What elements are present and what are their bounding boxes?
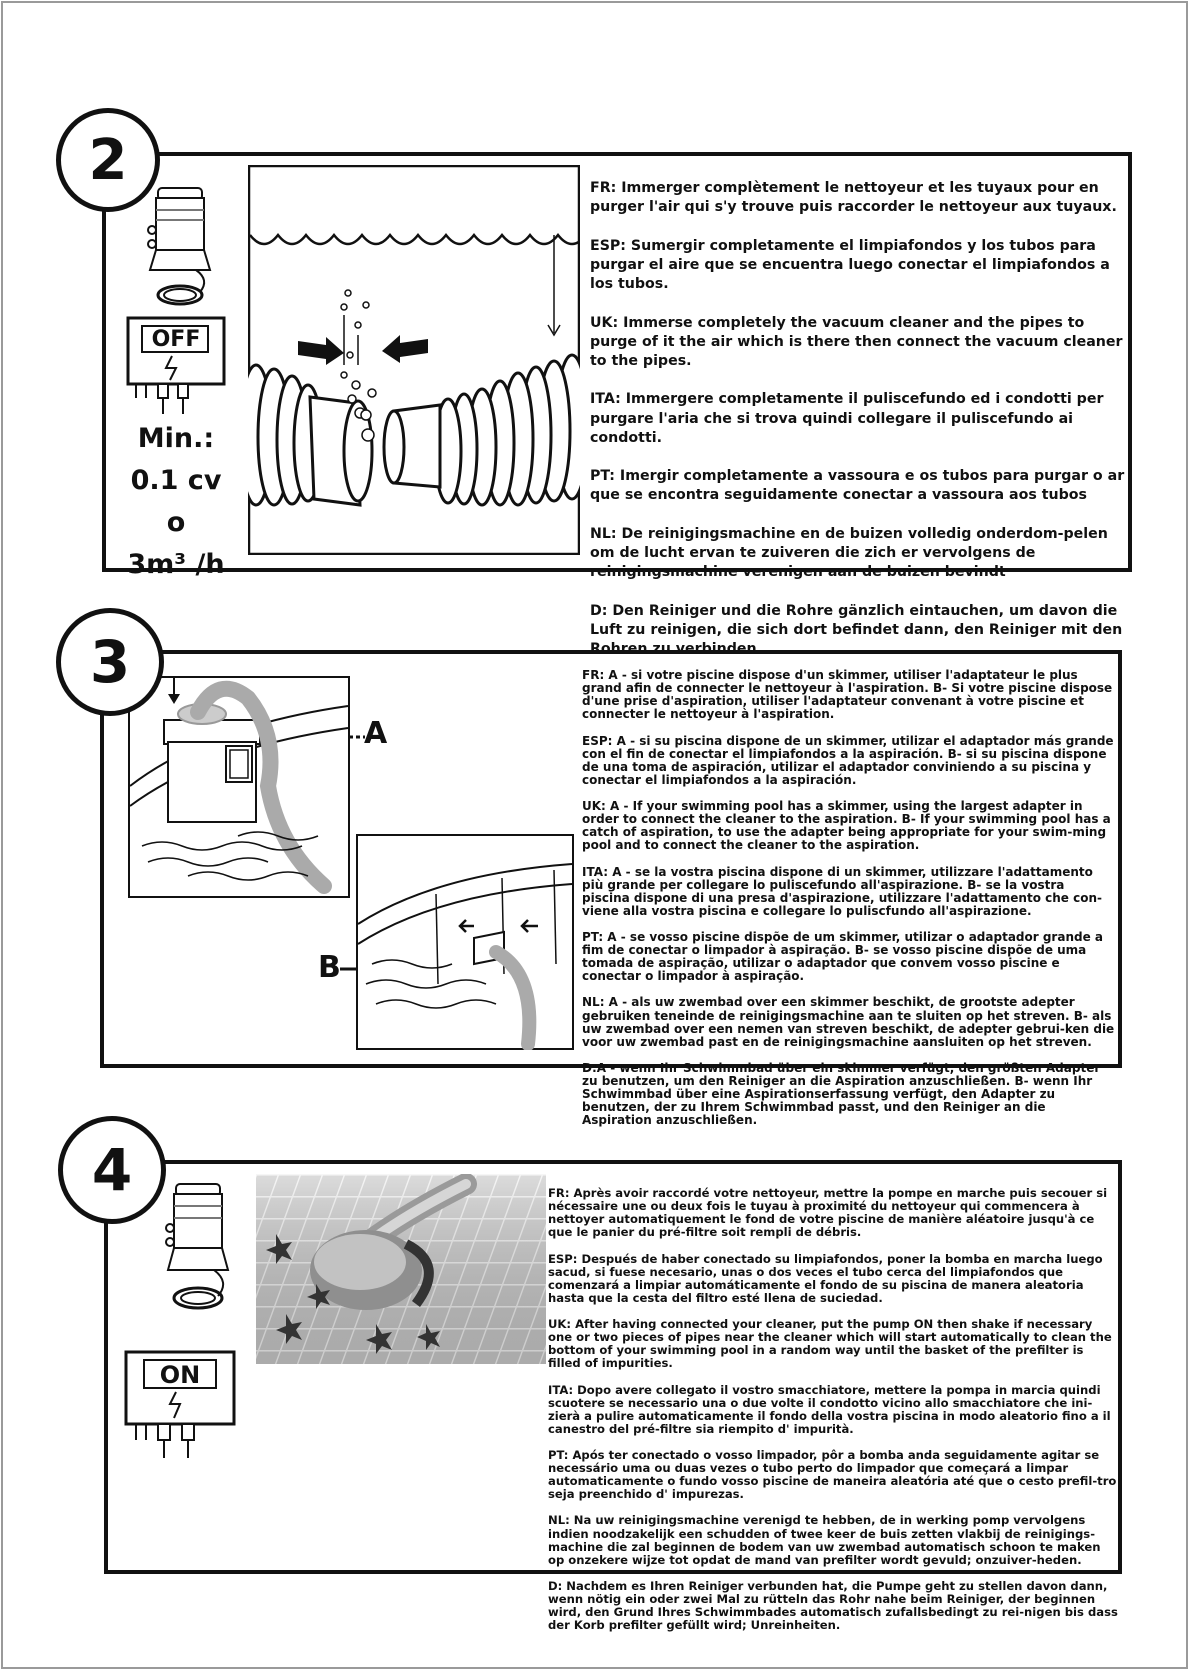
step-3-text-fr: FR: A - si votre piscine dispose d'un skimmer, utiliser l'adaptateur le plus grand afin de connecter le nettoyeur à l'aspiration. B- Si votre piscine dispose d'une prise d'aspiration, utiliser l'adaptateur convenant à votre piscine et connecter le nettoyeur à l'aspiration. (582, 668, 1113, 722)
step-2-text-esp: ESP: Sumergir completamente el limpiafondos y los tubos para purgar el aire que se encuentra luego conectar el limpiafondos a los tubos. (590, 237, 1110, 293)
pump-icon (140, 180, 230, 315)
step-4-text-d: D: Nachdem es Ihren Reiniger verbunden hat, die Pumpe geht zu stellen davon dann, wenn nötig ein oder zwei Mal zu rütteln das Rohr nahe beim Reiniger, der beginnen wird, den Grund Ihres Schwimmbades automatisch zufallsbedingt zu rei-nigen bis dass der Korb prefilter gefüllt wird; Unreinheiten. (548, 1578, 1118, 1633)
step-2-text-uk: UK: Immerse completely the vacuum cleaner and the pipes to purge of it the air which is there then connect the vacuum cleaner to the pipes. (590, 314, 1123, 370)
step-2-text-fr: FR: Immerger complètement le nettoyeur et les tuyaux pour en purger l'air qui s'y trouve puis raccorder le nettoyeur aux tuyaux. (590, 180, 1117, 216)
label-b-connector (340, 966, 358, 972)
step-3-instructions (582, 656, 1116, 1140)
pump-min-spec (116, 418, 236, 586)
step-4-text-nl: NL: Na uw reinigingsmachine verenigd te hebben, de in werking pomp vervolgens indien noodzakelijk een schudden of twee keer de buis zetten vlakbij de reinigings-machine die zal beginnen de bodem van uw zwembad automatisch schoon te maken op onzekere wijze tot opdat de mand van prefilter wordt gevuld; onzuiver-heden. (548, 1513, 1101, 1567)
step-4-text-esp: ESP: Después de haber conectado su limpiafondos, poner la bomba en marcha luego sacud, si fuese necesario, unas o dos veces el tubo cerca del limpiafondos que comenzará a limpiar automáticamente el fondo de su piscina de manera aleatoria hasta que la cesta del filtro esté llena de suciedad. (548, 1251, 1103, 1305)
pool-cleaner-photo (256, 1174, 546, 1364)
step-3-text-d: D:A - wenn Ihr Schwimmbad über ein skimmer verfügt, den größten Adapter zu benutzen, um den Reiniger an die Aspiration anzuschließen. B- wenn Ihr Schwimmbad über eine Aspirationserfassung verfügt, den Adapter zu benutzen, der zu Ihrem Schwimmbad passt, und den Reiniger an die Aspiration anzuschließen. (582, 1060, 1101, 1128)
step-2-number: 2 (56, 108, 160, 212)
skimmer-connection-illustration (128, 676, 350, 898)
label-a: A (364, 716, 388, 751)
step-3-text-pt: PT: A - se vosso piscine dispõe de um skimmer, utilizar o adaptador grande a fim de conectar o limpador à aspiração. B- se vosso piscine dispõe de uma tomada de aspiração, utilizar o adaptador que convem vosso piscine e conectar o limpador à aspiração. (582, 929, 1103, 984)
spec-or: o (166, 507, 186, 538)
pump-icon (158, 1176, 248, 1321)
spec-flow: 3m³ /h (127, 549, 225, 580)
step-3-text-nl: NL: A - als uw zwembad over een skimmer beschikt, de grootste adepter gebruiken teneinde de reinigingsmachine aan te sluiten op het streven. B- als uw zwembad over een nemen van streven beschikt, de adepter gebrui-ken die voor uw zwembad past en de reinigingsmachine aansluiten op het streven. (582, 995, 1115, 1049)
step-2-text-d: D: Den Reiniger und die Rohre gänzlich eintauchen, um davon die Luft zu reinigen, die sich dort befindet dann, den Reiniger mit den (590, 602, 1123, 638)
step-4-text-ita: ITA: Dopo avere collegato il vostro smacchiatore, mettere la pompa in marcia quindi scuotere se necessario una o due volte il condotto vicino allo smacchiatore che ini-zierà a pulire automaticamente il fondo della vostra piscina in modo aleatorio fino a il canestro del pré-filtre sia riempito d' impurità. (548, 1382, 1111, 1436)
step-2-text-pt: PT: Imergir completamente a vassoura e os tubos para purgar o ar que se encontra seguidamente conectar a vassoura aos tubos (590, 468, 1125, 504)
step-2-instructions (590, 160, 1126, 678)
step-3-text-uk: UK: A - If your swimming pool has a skimmer, using the largest adapter in order to connect the cleaner to the aspiration. B- If your swimming pool has a catch of aspiration, to use the adapter being appropriate for your swim-ming pool and to connect the cleaner to the aspiration. (582, 799, 1111, 853)
step-4-number: 4 (58, 1116, 166, 1224)
step-4-instructions (548, 1174, 1118, 1645)
switch-off-label: OFF (151, 327, 201, 352)
step-4-text-uk: UK: After having connected your cleaner, put the pump ON then shake if necessary one or two pieces of pipes near the cleaner which will start automatically to clean the bottom of your swimming pool in a random way until the basket of the prefilter is filled of impurities. (548, 1317, 1112, 1371)
step-4-text-fr: FR: Après avoir raccordé votre nettoyeur, mettre la pompe en marche puis secouer si nécessaire une ou deux fois le tuyau à proximité du nettoyeur qui commencera à nettoyer automatiquement le fond de votre piscine de manière aléatoire jusqu'à ce que le panier du pré-filtre soit rempli de débris. (548, 1186, 1108, 1240)
label-b: B (318, 950, 341, 985)
suction-outlet-illustration (356, 834, 574, 1050)
step-3-text-esp: ESP: A - si su piscina dispone de un skimmer, utilizar el adaptador más grande con el fin de conectar el limpiafondos a la aspiración. B- si su piscina dispone de una toma de aspiración, utilizar el adaptador conviniendo a su piscina y conectar el limpiafondos a la aspiración. (582, 733, 1114, 787)
step-2-text-ita: ITA: Immergere completamente il puliscefundo ed i condotti per purgare l'aria che si trova quindi collegare il puliscefundo ai condotti. (590, 391, 1104, 446)
hose-immersion-illustration (248, 165, 580, 555)
spec-min-label: Min.: (137, 423, 215, 454)
step-3-text-ita: ITA: A - se la vostra piscina dispone di un skimmer, utilizzare l'adattamento più grande per collegare lo puliscefundo all'aspirazione. B- se la vostra piscina dispone di una presa d'aspirazione, utilizzare l'adattamento che con-viene alla vostra piscina e collegare lo puliscfundo all'aspirazione. (582, 864, 1102, 918)
step-4-text-pt: PT: Após ter conectado o vosso limpador, pôr a bomba anda seguidamente agitar se necessário uma ou duas vezes o tubo perto do limpador que começará a limpar automaticamente o fundo vosso piscine de maneira aleatória até que o cesto prefil-tro seja preenchido d' impurezas. (548, 1447, 1117, 1502)
switch-on-label: ON (159, 1361, 201, 1389)
step-2-text-nl: NL: De reinigingsmachine en de buizen volledig onderdom-pelen om de lucht ervan te zuiveren die zich er vervolgens de reinigingsmachine verenigen aan de buizen bevindt (590, 525, 1108, 581)
spec-cv: 0.1 cv (130, 465, 222, 496)
step-3-number: 3 (56, 608, 164, 716)
